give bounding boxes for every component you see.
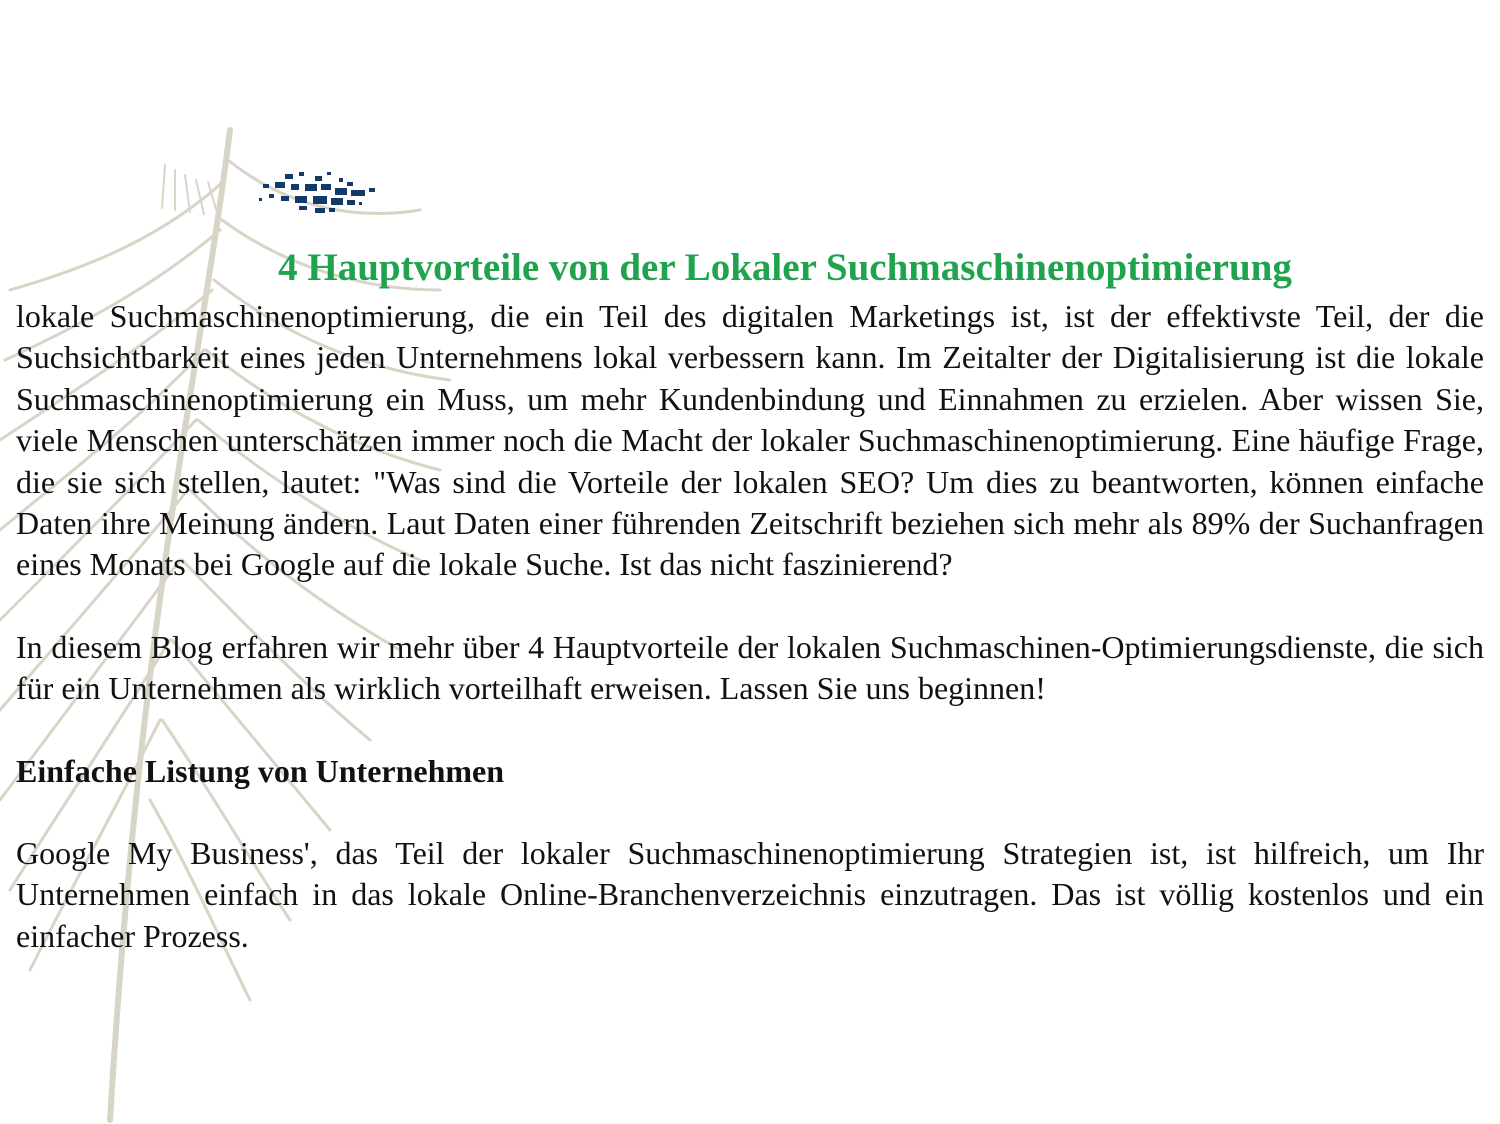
- paragraph-spacer: [16, 586, 1484, 627]
- blog-intro-paragraph: In diesem Blog erfahren wir mehr über 4 Hauptvorteile der lokalen Suchmaschinen-Optimierungsdienste, die sich für ein Unternehmen als wirklich vorteilhaft erweisen. Lassen Sie uns beginnen!: [16, 628, 1484, 707]
- paragraph-spacer: [16, 792, 1484, 833]
- paragraph-spacer: [16, 710, 1484, 751]
- intro-paragraph: lokale Suchmaschinenoptimierung, die ein Teil des digitalen Marketings ist, ist der effektivste Teil, der die Suchsichtbarkeit eines jeden Unternehmens lokal verbessern kann. Im Zeitalter der Digitalisierung ist die lokale Suchmaschinenoptimierung ein Muss, um mehr Kundenbindung und Einnahmen zu erzielen. Aber wissen Sie, viele Menschen unterschätzen immer noch die Macht der lokaler Suchmaschinenoptimierung. Eine häufige Frage, die sie sich stellen, lautet: "Was sind die Vorteile der lokalen SEO? Um dies zu beantworten, können einfache Daten ihre Meinung ändern. Laut Daten einer führenden Zeitschrift beziehen sich mehr als 89% der Suchanfragen eines Monats bei Google auf die lokale Suche. Ist das nicht faszinierend?: [16, 298, 1484, 583]
- section-paragraph: Google My Business', das Teil der lokaler Suchmaschinenoptimierung Strategien ist, ist hilfreich, um Ihr Unternehmen einfach in das lokale Online-Branchenverzeichnis einzutragen. Das ist völlig kostenlos und ein einfacher Prozess.: [16, 835, 1484, 954]
- article-content: [16, 240, 1484, 957]
- page-title: 4 Hauptvorteile von der Lokaler Suchmaschinenoptimierung: [278, 246, 1292, 289]
- pixel-dots-logo-icon: [255, 168, 385, 216]
- section-heading: Einfache Listung von Unternehmen: [16, 752, 505, 789]
